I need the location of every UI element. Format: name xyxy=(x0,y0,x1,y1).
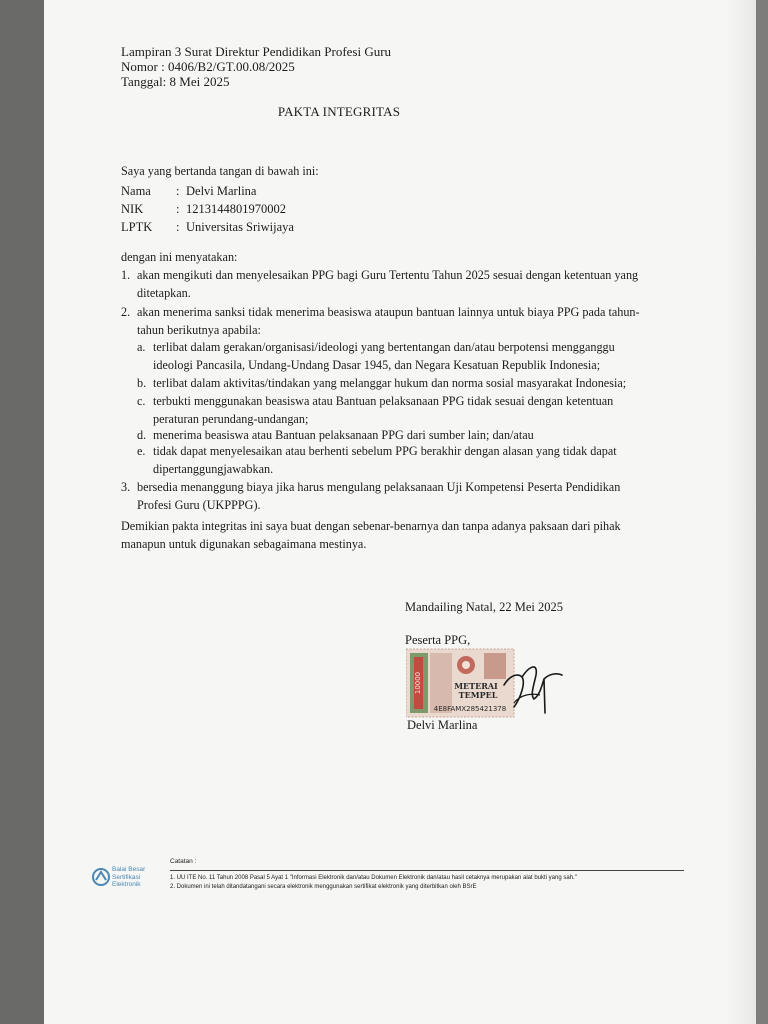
list-text-line: akan menerima sanksi tidak menerima beasiswa ataupun bantuan lainnya untuk biaya PPG pada tahun- xyxy=(137,305,640,319)
header-attachment-line: Lampiran 3 Surat Direktur Pendidikan Profesi Guru xyxy=(121,44,392,59)
logo-line: Elektronik xyxy=(112,881,141,888)
stamp-value-text: 10000 xyxy=(414,671,422,695)
signature-role: Peserta PPG, xyxy=(405,633,471,647)
list-number: 3. xyxy=(121,480,131,494)
identity-label: NIK xyxy=(121,202,144,216)
list-text-line: akan mengikuti dan menyelesaikan PPG bagi Guru Tertentu Tahun 2025 sesuai dengan ketentuan yang xyxy=(137,268,639,282)
list-number: 1. xyxy=(121,268,131,282)
notes-title: Catatan : xyxy=(170,858,197,865)
identity-value: Delvi Marlina xyxy=(186,184,257,198)
list-text-line: terbukti menggunakan beasiswa atau Bantuan pelaksanaan PPG tidak sesuai dengan ketentuan xyxy=(153,394,614,408)
document-title: PAKTA INTEGRITAS xyxy=(277,104,401,119)
list-text-line: bersedia menanggung biaya jika harus mengulang pelaksanaan Uji Kompetensi Peserta Pendidikan xyxy=(137,480,621,494)
stamp-text-2: TEMPEL xyxy=(458,690,498,700)
sub-list-letter: b. xyxy=(137,376,147,390)
stamp-code: 4E8FAMX285421378 xyxy=(433,705,507,713)
logo-line: Balai Besar xyxy=(112,866,146,873)
identity-label: LPTK xyxy=(121,220,153,234)
identity-label: Nama xyxy=(121,184,151,198)
list-text-line: ideologi Pancasila, Undang-Undang Dasar 1945, dan Negara Kesatuan Republik Indonesia; xyxy=(153,358,601,372)
list-text-line: terlibat dalam gerakan/organisasi/ideologi yang bertentangan dan/atau berpotensi mengganggu xyxy=(153,340,615,354)
signature-place-date: Mandailing Natal, 22 Mei 2025 xyxy=(405,600,563,614)
identity-value: 1213144801970002 xyxy=(186,202,286,216)
list-text-line: ditetapkan. xyxy=(137,286,191,300)
sub-list-letter: a. xyxy=(137,340,146,354)
identity-value: Universitas Sriwijaya xyxy=(186,220,294,234)
header-date-line: Tanggal: 8 Mei 2025 xyxy=(121,74,230,89)
identity-sep: : xyxy=(176,220,180,234)
list-text-line: tahun berikutnya apabila: xyxy=(137,323,261,337)
stamp-text-1: METERAI xyxy=(454,681,498,691)
signature-name: Delvi Marlina xyxy=(407,718,478,732)
sub-list-letter: e. xyxy=(137,444,146,458)
closing-paragraph xyxy=(121,517,686,553)
list-text-line: terlibat dalam aktivitas/tindakan yang melanggar hukum dan norma sosial masyarakat Indonesia; xyxy=(153,376,627,390)
header-number-line: Nomor : 0406/B2/GT.00.08/2025 xyxy=(121,59,295,74)
declaration-intro: dengan ini menyatakan: xyxy=(121,250,238,264)
list-text-line: Profesi Guru (UKPPPG). xyxy=(137,498,261,512)
closing-line: manapun untuk digunakan sebagaimana mestinya. xyxy=(121,537,367,551)
handwritten-signature xyxy=(500,655,570,730)
list-number: 2. xyxy=(121,305,131,319)
list-text-line: peraturan perundang-undangan; xyxy=(153,412,309,426)
list-text-line: dipertanggungjawabkan. xyxy=(153,462,274,476)
scan-margin xyxy=(0,0,44,1024)
note-1: 1. UU ITE No. 11 Tahun 2008 Pasal 5 Ayat 1 "Informasi Elektronik dan/atau Dokumen Elektronik dan/atau hasil cetaknya merupakan alat bukti yang sah." xyxy=(170,875,577,881)
list-text-line: tidak dapat menyelesaikan atau berhenti sebelum PPG berakhir dengan alasan yang tidak dapat xyxy=(153,444,617,458)
identity-sep: : xyxy=(176,184,180,198)
bsre-logo-text xyxy=(112,866,145,889)
document-header xyxy=(121,44,391,89)
sub-list-letter: c. xyxy=(137,394,146,408)
bsre-logo xyxy=(92,864,172,898)
note-2: 2. Dokumen ini telah ditandatangani secara elektronik menggunakan sertifikat elektronik yang diterbitkan oleh BSrE xyxy=(170,884,477,890)
notes-divider xyxy=(170,870,684,871)
logo-line: Sertifikasi xyxy=(112,873,141,881)
bsre-logo-icon xyxy=(92,866,110,888)
list-text-line: menerima beasiswa atau Bantuan pelaksanaan PPG dari sumber lain; dan/atau xyxy=(153,428,534,442)
identity-sep: : xyxy=(176,202,180,216)
sub-list-letter: d. xyxy=(137,428,147,442)
intro-text: Saya yang bertanda tangan di bawah ini: xyxy=(121,164,319,178)
document-title-wrap xyxy=(0,104,768,120)
closing-line: Demikian pakta integritas ini saya buat dengan sebenar-benarnya dan tanpa adanya paksaan dari pihak xyxy=(121,519,621,533)
